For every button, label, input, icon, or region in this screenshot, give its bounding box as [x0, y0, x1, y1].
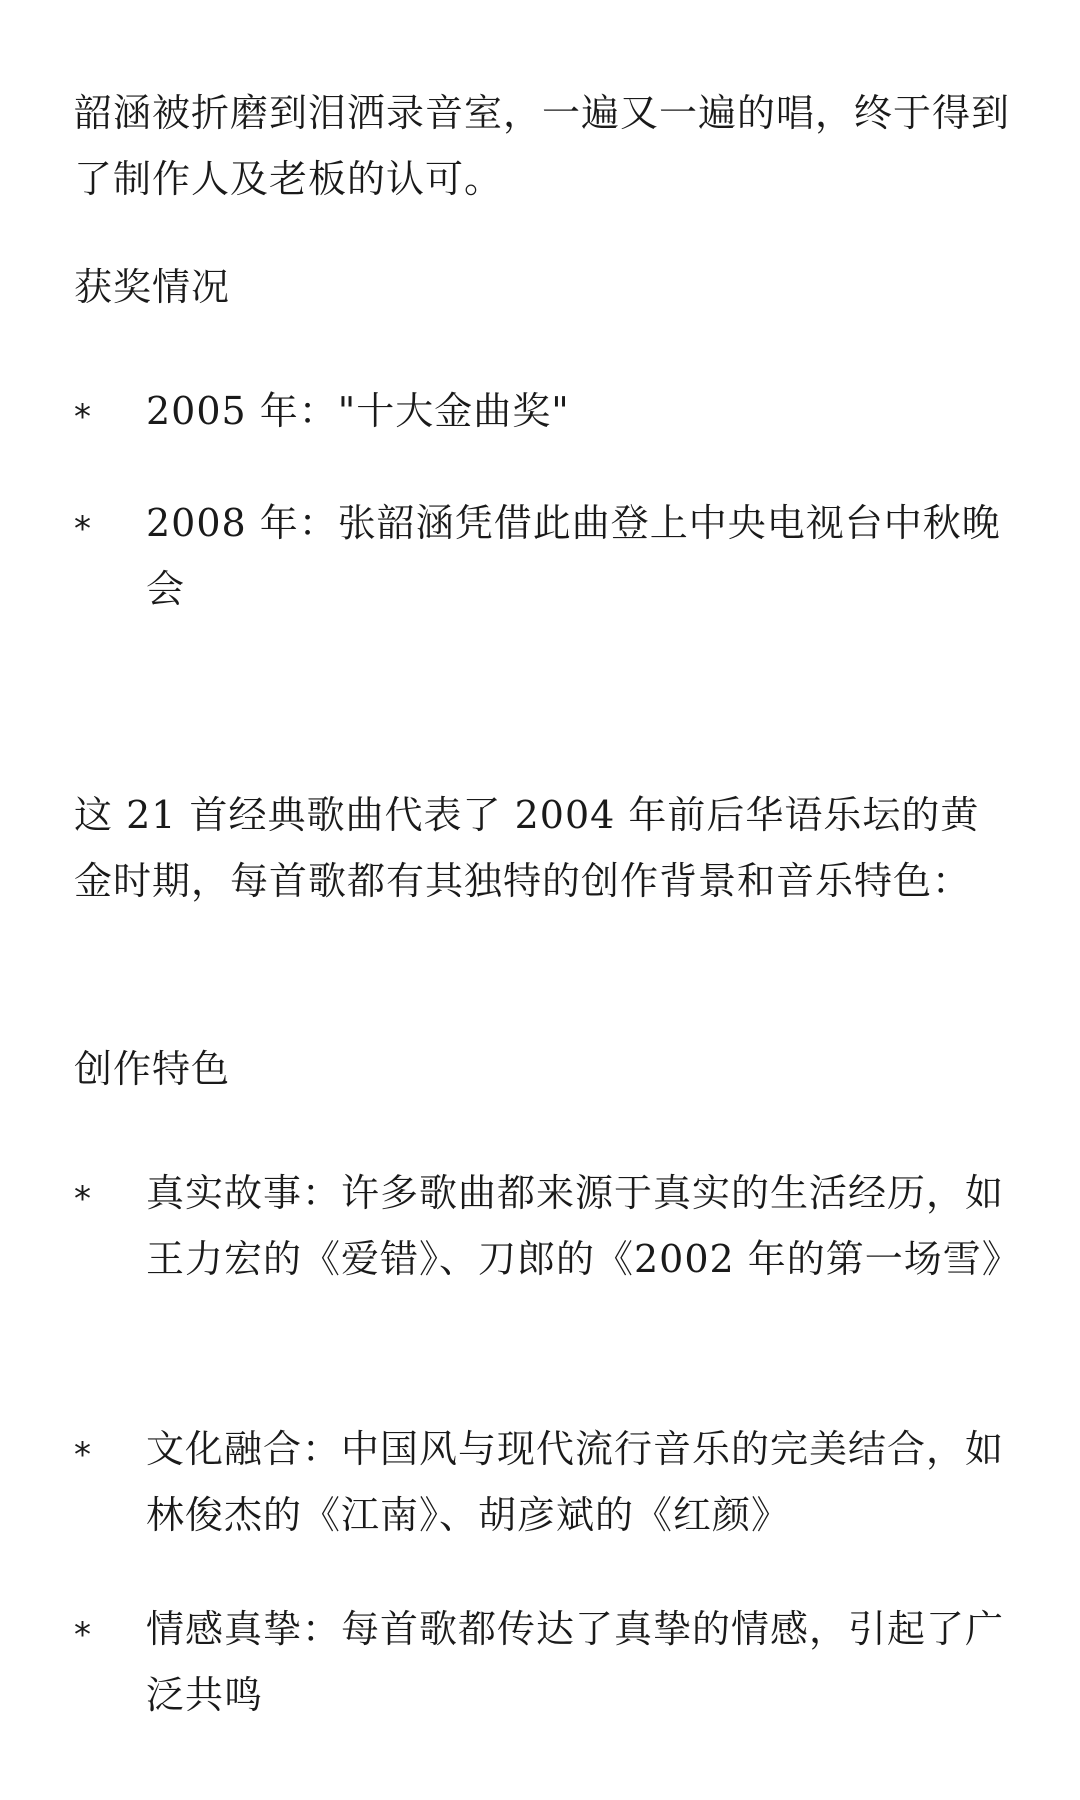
awards-heading: 获奖情况 — [74, 265, 231, 309]
feature-item-text: 真实故事：许多歌曲都来源于真实的生活经历，如王力宏的《爱错》、刀郎的《2002 年的第一场雪》 — [146, 1171, 1021, 1281]
bullet-marker: * — [74, 509, 91, 549]
award-item-text: 2005 年："十大金曲奖" — [146, 389, 570, 433]
features-heading: 创作特色 — [74, 1047, 231, 1091]
feature-item-text: 文化融合：中国风与现代流行音乐的完美结合，如林俊杰的《江南》、胡彦斌的《红颜》 — [146, 1427, 1005, 1537]
feature-item-text: 情感真挚：每首歌都传达了真挚的情感，引起了广泛共鸣 — [146, 1607, 1005, 1717]
bullet-marker: * — [74, 1435, 91, 1475]
bullet-marker: * — [74, 397, 91, 437]
award-item-text: 2008 年：张韶涵凭借此曲登上中央电视台中秋晚会 — [146, 501, 1001, 611]
bullet-marker: * — [74, 1615, 91, 1655]
summary-paragraph: 这 21 首经典歌曲代表了 2004 年前后华语乐坛的黄金时期，每首歌都有其独特的创作背景和音乐特色： — [74, 793, 980, 903]
bullet-marker: * — [74, 1179, 91, 1219]
intro-paragraph: 韶涵被折磨到泪洒录音室，一遍又一遍的唱，终于得到了制作人及老板的认可。 — [74, 91, 1011, 201]
